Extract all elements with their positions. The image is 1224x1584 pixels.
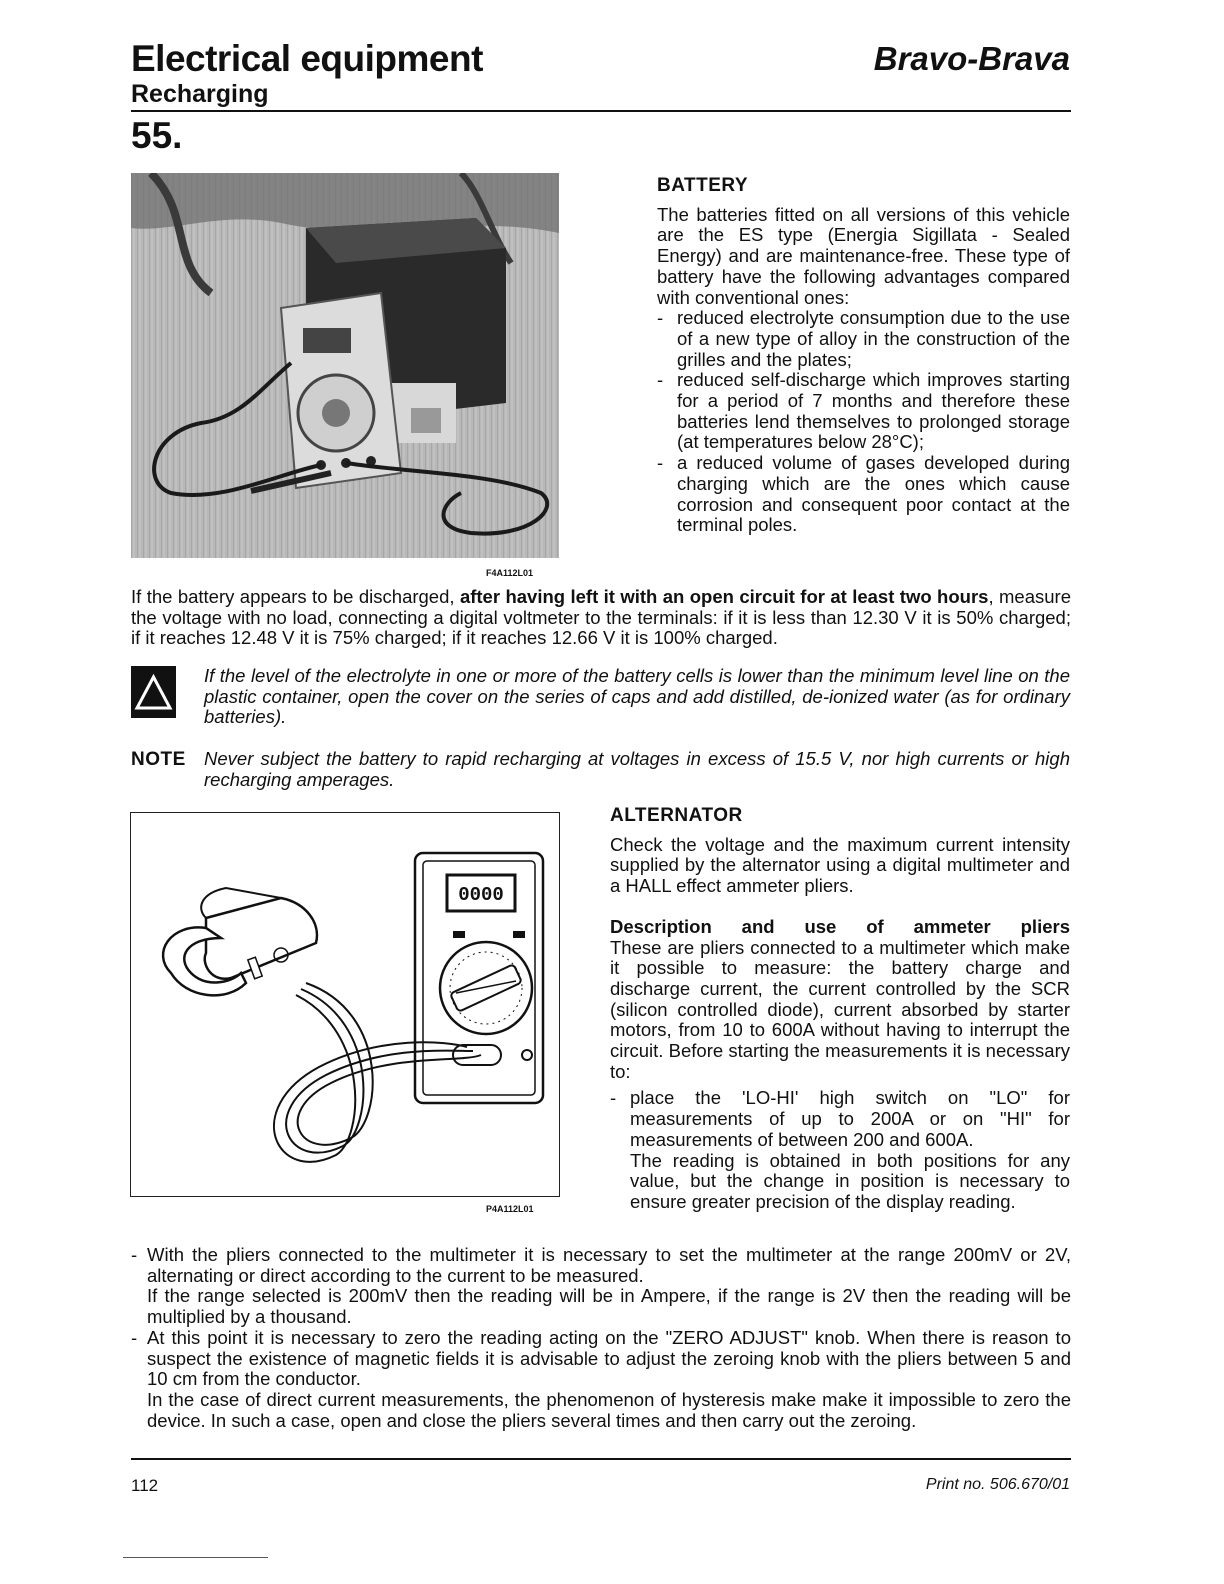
page-number: 112 bbox=[131, 1476, 159, 1495]
figure-code: P4A112L01 bbox=[486, 1204, 534, 1214]
battery-multimeter-photo bbox=[131, 173, 559, 558]
list-item: - a reduced volume of gases developed during charging which are the ones which cause corrosion and consequent poor contact at the terminal poles. bbox=[657, 452, 1070, 536]
footer-rule bbox=[131, 1458, 1071, 1460]
list-item-text: place the 'LO-HI' high switch on "LO" for measurements of up to 200A or on "HI" for measurements of between 200 and 600A. bbox=[630, 1087, 1070, 1150]
list-item-note: If the range selected is 200mV then the reading will be in Ampere, if the range is 2V then the reading will be multiplied by a thousand. bbox=[147, 1285, 1071, 1328]
model-name: Bravo-Brava bbox=[873, 40, 1070, 77]
pliers-subheading bbox=[610, 917, 1070, 938]
note-text: Never subject the battery to rapid recharging at voltages in excess of 15.5 V, nor high currents or high recharging amperages. bbox=[204, 748, 1070, 790]
discharge-lead: If the battery appears to be discharged, bbox=[131, 586, 460, 607]
section-number: 55. bbox=[131, 115, 183, 156]
photo-illustration bbox=[131, 173, 559, 558]
warning-icon bbox=[131, 666, 176, 718]
list-item-text: At this point it is necessary to zero the reading acting on the "ZERO ADJUST" knob. When there is reason to suspect the existence of magnetic fields it is advisable to adjust the zeroing knob with the pliers between 5 and 10 cm from the conductor. bbox=[147, 1326, 1071, 1390]
discharge-paragraph bbox=[131, 587, 1071, 649]
alternator-heading: ALTERNATOR bbox=[610, 805, 743, 826]
page-subtitle: Recharging bbox=[131, 80, 269, 108]
figure-code: F4A112L01 bbox=[486, 568, 534, 578]
subheading-word: use bbox=[804, 915, 837, 937]
list-item: - At this point it is necessary to zero the reading acting on the "ZERO ADJUST" knob. When there is reason to suspect the existence of magnetic fields it is advisable to adjust the zeroing knob with the pliers between 5 and 10 cm from the conductor. bbox=[131, 1326, 1071, 1390]
battery-intro: The batteries fitted on all versions of this vehicle are the ES type (Energia Sigillata - Sealed Energy) and are maintenance-free. These type of battery have the following advantages compared with conventional ones: bbox=[657, 203, 1070, 308]
warning-text: If the level of the electrolyte in one or more of the battery cells is lower than the minimum level line on the plastic container, open the cover on the series of caps and add distilled, de-ionized water (as for ordinary batteries). bbox=[204, 665, 1070, 728]
list-item-note: In the case of direct current measurements, the phenomenon of hysteresis make make it impossible to zero the device. In such a case, open and close the pliers several times and then carry out the zeroing. bbox=[147, 1388, 1071, 1431]
subheading-word: of bbox=[866, 915, 884, 937]
battery-section bbox=[657, 176, 1070, 536]
zeroing-instructions bbox=[131, 1245, 1071, 1431]
list-item-text: With the pliers connected to the multimeter it is necessary to set the multimeter at the range 200mV or 2V, alternating or direct according to the current to be measured. bbox=[147, 1244, 1071, 1286]
note-label: NOTE bbox=[131, 749, 186, 770]
alternator-intro: Check the voltage and the maximum current intensity supplied by the alternator using a digital multimeter and a HALL effect ammeter pliers. bbox=[610, 833, 1070, 897]
display-readout: 0000 bbox=[458, 884, 504, 906]
battery-heading: BATTERY bbox=[657, 175, 749, 196]
list-item: - reduced electrolyte consumption due to the use of a new type of alloy in the construction of the grilles and the plates; bbox=[657, 307, 1070, 370]
header-rule bbox=[131, 110, 1071, 112]
subheading-word: pliers bbox=[1020, 915, 1070, 937]
subheading-word: Description bbox=[610, 915, 712, 937]
list-item: - With the pliers connected to the multimeter it is necessary to set the multimeter at the range 200mV or 2V, alternating or direct according to the current to be measured. bbox=[131, 1244, 1071, 1286]
discharge-rest: , measure the voltage with no load, connecting a digital voltmeter to the terminals: if it is less than 12.30 V it is 50% charged; if it reaches 12.48 V it is 75% charged; if it reaches 12.66 V it is 100% charged. bbox=[131, 586, 1071, 649]
list-item: - reduced self-discharge which improves starting for a period of 7 months and therefore these batteries lend themselves to prolonged storage (at temperatures below 28°C); bbox=[657, 369, 1070, 453]
list-item-text: reduced electrolyte consumption due to the use of a new type of alloy in the construction of the grilles and the plates; bbox=[677, 307, 1070, 370]
link-underline bbox=[123, 1557, 268, 1558]
alternator-section bbox=[610, 806, 1070, 1213]
list-item: - place the 'LO-HI' high switch on "LO" for measurements of up to 200A or on "HI" for measurements of between 200 and 600A. The reading is obtained in both positions for any value, but the change in position is necessary to ensure greater precision of the display reading. bbox=[610, 1087, 1070, 1212]
subheading-word: and bbox=[741, 915, 775, 937]
page-title: Electrical equipment bbox=[131, 38, 483, 79]
subheading-word: ammeter bbox=[913, 915, 991, 937]
ammeter-pliers-drawing bbox=[130, 812, 560, 1197]
list-item-note: The reading is obtained in both positions for any value, but the change in position is necessary to ensure greater precision of the display reading. bbox=[630, 1149, 1070, 1212]
discharge-emphasis: after having left it with an open circuit for at least two hours bbox=[459, 586, 989, 607]
list-item-text: reduced self-discharge which improves starting for a period of 7 months and therefore these batteries lend themselves to prolonged storage (at temperatures below 28°C); bbox=[677, 369, 1070, 453]
drawing-illustration bbox=[131, 813, 558, 1195]
list-item-text: a reduced volume of gases developed during charging which are the ones which cause corrosion and consequent poor contact at the terminal poles. bbox=[677, 452, 1070, 536]
pliers-description: These are pliers connected to a multimeter which make it possible to measure: the battery charge and discharge current, the current controlled by the SCR (silicon controlled diode), current absorbed by starter motors, from 10 to 600A without having to interrupt the circuit. Before starting the measurements it is necessary to: bbox=[610, 936, 1070, 1082]
print-number: Print no. 506.670/01 bbox=[925, 1476, 1070, 1493]
